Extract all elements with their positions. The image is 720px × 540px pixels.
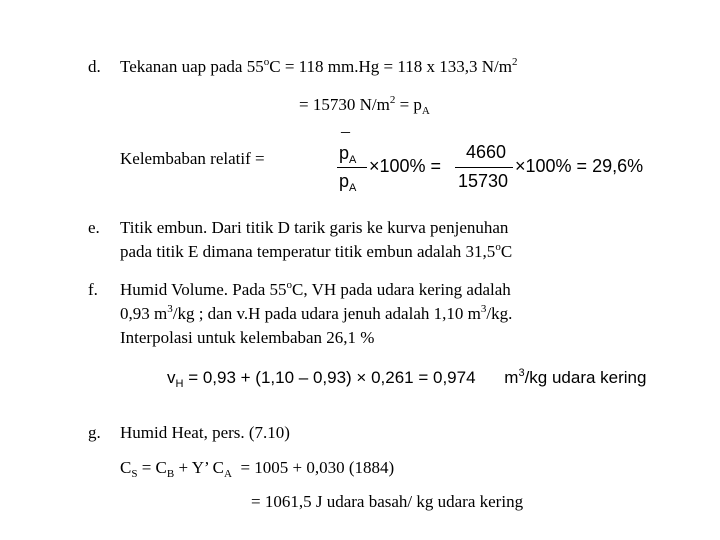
text: /kg. — [486, 304, 513, 323]
numerator-p — [339, 143, 356, 164]
fraction-numerator: 4660 — [466, 142, 507, 162]
subscript: A — [421, 105, 430, 117]
times-100-equals: ×100% = — [369, 156, 442, 176]
percentage-result: ×100% = 29,6% — [515, 156, 644, 176]
text: + Y’ C — [174, 458, 224, 477]
text: v — [167, 368, 176, 387]
subscript: H — [175, 378, 184, 390]
text: C = 118 mm.Hg = 118 x 133,3 N/m — [269, 57, 512, 76]
text: Humid Volume. Pada 55 — [120, 280, 287, 299]
mean-bar: – — [341, 121, 350, 141]
humid-heat-equation — [120, 458, 394, 478]
humid-heat-result: = 1061,5 J udara basah/ kg udara kering — [251, 492, 524, 511]
vapor-pressure-line — [120, 57, 517, 77]
subscript: A — [223, 468, 232, 480]
superscript: o — [495, 241, 501, 253]
text: = C — [137, 458, 167, 477]
subscript: B — [166, 468, 175, 480]
text: /kg udara kering — [524, 368, 647, 387]
text: p — [339, 143, 350, 163]
humid-volume-paragraph — [120, 278, 606, 350]
vapor-pressure-result — [299, 95, 430, 115]
superscript: 3 — [518, 367, 525, 379]
superscript: 3 — [480, 303, 487, 315]
superscript: 2 — [389, 94, 396, 106]
superscript: 2 — [511, 56, 518, 68]
humid-heat-heading: Humid Heat, pers. (7.10) — [120, 423, 290, 442]
text: C — [120, 458, 132, 477]
text: = 0,93 + (1,10 – 0,93) × 0,261 = 0,974 — [188, 368, 476, 387]
text: 0,93 m — [120, 304, 168, 323]
subscript: S — [131, 468, 138, 480]
item-label-f: f. — [88, 280, 98, 299]
superscript: o — [286, 279, 293, 291]
fraction-line — [337, 167, 367, 168]
text: C, VH pada udara kering adalah — [292, 280, 511, 299]
item-label-e: e. — [88, 218, 100, 237]
item-label-d: d. — [88, 57, 101, 76]
text: pada titik E dimana temperatur titik embun adalah 31,5 — [120, 242, 496, 261]
subscript: A — [349, 154, 357, 166]
subscript: A — [349, 182, 357, 194]
item-label-g: g. — [88, 423, 101, 442]
superscript: 3 — [167, 303, 173, 315]
dew-point-paragraph — [120, 216, 606, 264]
text: Tekanan uap pada 55 — [120, 57, 264, 76]
text: = 15730 N/m — [299, 95, 390, 114]
superscript: o — [263, 56, 270, 68]
text: = 1005 + 0,030 (1884) — [231, 458, 395, 477]
text: Titik embun. Dari titik D tarik garis ke kurva penjenuhan — [120, 218, 509, 237]
fraction-denominator: 15730 — [458, 171, 509, 191]
text: C — [500, 242, 513, 261]
text: /kg ; dan v.H pada udara jenuh adalah 1,10 m — [172, 304, 481, 323]
denominator-p — [339, 171, 356, 192]
humid-volume-formula — [167, 368, 646, 388]
text: m — [504, 368, 519, 387]
fraction-line — [455, 167, 513, 168]
relative-humidity-label: Kelembaban relatif = — [120, 149, 265, 168]
text: Interpolasi untuk kelembaban 26,1 % — [120, 328, 375, 347]
text: p — [339, 171, 350, 191]
text: = p — [395, 95, 422, 114]
